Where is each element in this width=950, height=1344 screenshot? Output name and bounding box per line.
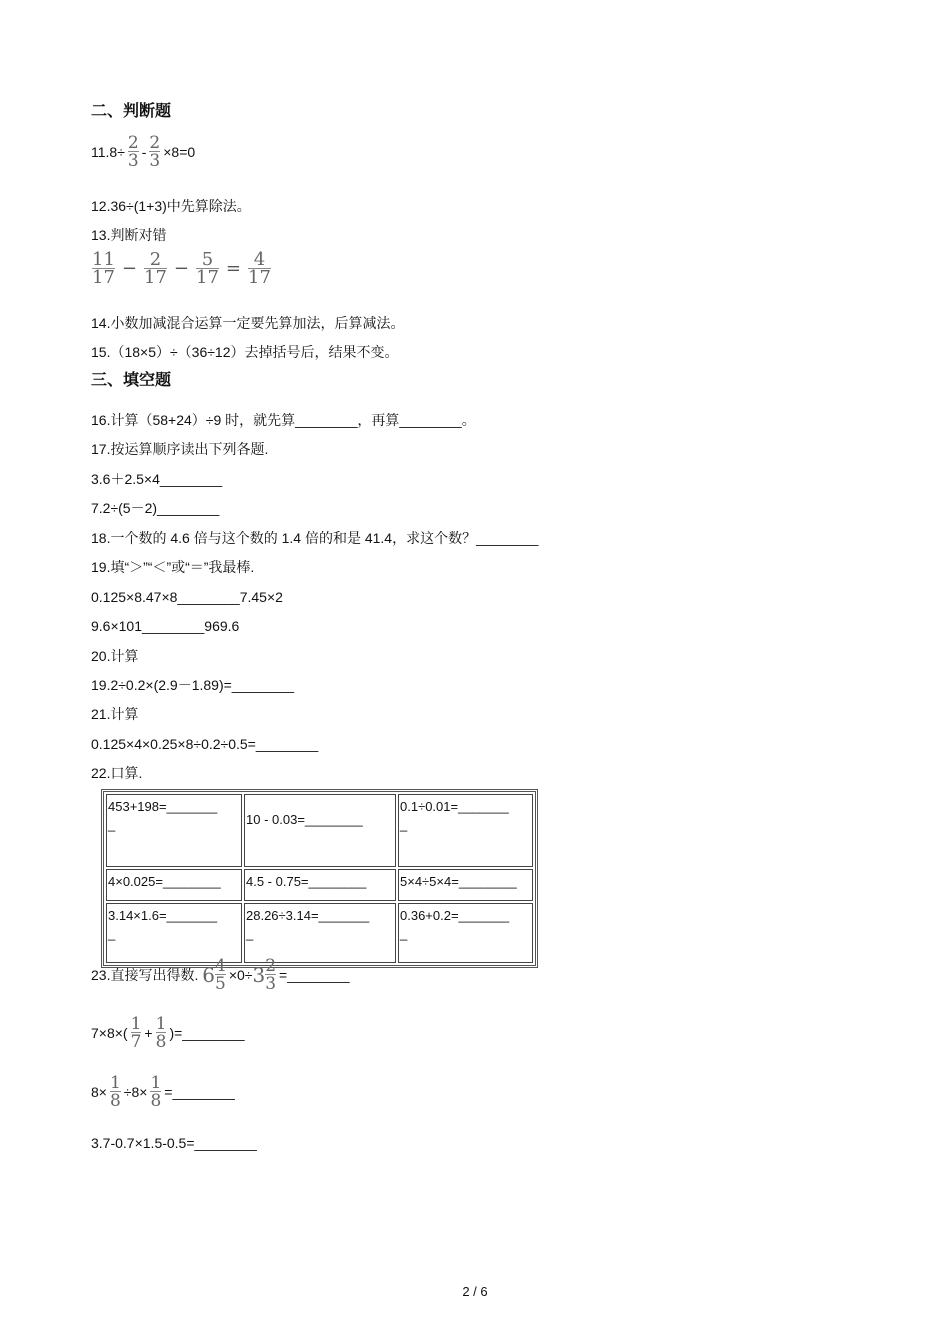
q23-text: 23.直接写出得数. <box>91 967 199 983</box>
question-20: 20.计算 <box>91 648 139 664</box>
denominator: 17 <box>144 267 167 288</box>
denominator: 17 <box>248 267 271 288</box>
cell-text: 3.14×1.6=_______ <box>108 908 218 923</box>
numerator: 4 <box>253 249 266 270</box>
fraction <box>149 135 160 169</box>
question-19-b: 9.6×101________969.6 <box>91 618 240 634</box>
question-13-equation <box>89 249 274 292</box>
whole-number: 6 <box>202 963 215 987</box>
fraction <box>196 249 219 288</box>
question-19-a: 0.125×8.47×8________7.45×2 <box>91 589 283 605</box>
denominator: 3 <box>265 974 277 994</box>
e2-end: )=________ <box>169 1025 245 1041</box>
plus-sign: + <box>144 1025 153 1041</box>
q23-end: =________ <box>279 967 350 983</box>
cell-text: 10 - 0.03=________ <box>246 812 363 827</box>
table-cell <box>398 869 533 901</box>
cell-text: 4×0.025=________ <box>108 874 221 889</box>
question-15: 15.（18×5）÷（36÷12）去掉括号后，结果不变。 <box>91 344 399 360</box>
question-22: 22.口算. <box>91 765 143 781</box>
table-cell <box>106 794 242 867</box>
denominator: 17 <box>92 267 115 288</box>
fraction <box>248 249 271 288</box>
table-cell <box>244 794 396 867</box>
fraction <box>150 1075 161 1109</box>
cell-overflow: _ <box>108 817 116 832</box>
question-23 <box>91 958 350 998</box>
numerator: 2 <box>149 133 161 153</box>
question-16: 16.计算（58+24）÷9 时，就先算________，再算________。 <box>91 412 476 428</box>
numerator: 1 <box>109 1073 121 1093</box>
denominator: 3 <box>127 151 139 171</box>
question-17-b: 7.2÷(5－2)________ <box>91 500 220 516</box>
question-14: 14.小数加减混合运算一定要先算加法，后算减法。 <box>91 315 405 331</box>
section-3-title: 三、填空题 <box>91 372 172 389</box>
table-cell <box>244 869 396 901</box>
e3-end: =________ <box>164 1084 235 1100</box>
question-23-e2 <box>91 1016 245 1056</box>
numerator: 5 <box>201 249 214 270</box>
cell-text: 0.36+0.2=_______ <box>400 908 510 923</box>
question-12: 12.36÷(1+3)中先算除法。 <box>91 198 251 214</box>
table-cell <box>398 903 533 963</box>
cell-overflow: _ <box>246 926 254 941</box>
fraction <box>144 249 167 288</box>
cell-text: 5×4÷5×4=________ <box>400 874 517 889</box>
question-17-a: 3.6＋2.5×4________ <box>91 471 223 487</box>
numerator: 11 <box>92 249 115 270</box>
fraction <box>215 958 226 992</box>
table-cell <box>106 903 242 963</box>
fraction <box>92 249 115 288</box>
denominator: 8 <box>109 1091 121 1111</box>
question-17: 17.按运算顺序读出下列各题. <box>91 441 269 457</box>
numerator: 2 <box>265 956 277 976</box>
cell-overflow: _ <box>108 926 116 941</box>
fraction <box>128 135 139 169</box>
table-row <box>106 794 533 867</box>
cell-text: 28.26÷3.14=_______ <box>246 908 370 923</box>
table-cell <box>398 794 533 867</box>
question-23-e3 <box>91 1075 235 1115</box>
denominator: 7 <box>130 1032 142 1052</box>
fraction <box>131 1016 142 1050</box>
e3-text-a: 8× <box>91 1084 107 1100</box>
mental-math-table <box>101 789 538 968</box>
table-cell <box>106 869 242 901</box>
numerator: 1 <box>130 1014 142 1034</box>
numerator: 4 <box>214 956 226 976</box>
cell-overflow: _ <box>400 817 408 832</box>
numerator: 1 <box>155 1014 167 1034</box>
q23-op: ×0÷ <box>228 967 253 983</box>
cell-overflow: _ <box>400 926 408 941</box>
question-18: 18.一个数的 4.6 倍与这个数的 1.4 倍的和是 41.4，求这个数？________ <box>91 530 539 546</box>
denominator: 8 <box>150 1091 162 1111</box>
table-cell <box>244 903 396 963</box>
minus-sign: − <box>173 258 189 279</box>
q11-text-a: 11.8÷ <box>91 144 125 160</box>
section-2-title: 二、判断题 <box>91 103 172 120</box>
q11-minus: - <box>141 144 147 160</box>
question-20-a: 19.2÷0.2×(2.9－1.89)=________ <box>91 677 295 693</box>
denominator: 8 <box>155 1032 167 1052</box>
cell-text: 453+198=_______ <box>108 799 218 814</box>
question-19: 19.填“＞”“＜”或“＝”我最棒. <box>91 559 255 575</box>
numerator: 1 <box>150 1073 162 1093</box>
denominator: 17 <box>196 267 219 288</box>
e2-text-a: 7×8×( <box>91 1025 128 1041</box>
cell-text: 4.5 - 0.75=________ <box>246 874 367 889</box>
fraction <box>156 1016 167 1050</box>
table-row <box>106 903 533 963</box>
question-13: 13.判断对错 <box>91 227 167 243</box>
denominator: 5 <box>214 974 226 994</box>
minus-sign: − <box>121 258 137 279</box>
cell-text: 0.1÷0.01=_______ <box>400 799 509 814</box>
page-number: 2 / 6 <box>462 1284 488 1299</box>
q11-text-b: ×8=0 <box>163 144 196 160</box>
numerator: 2 <box>149 249 162 270</box>
denominator: 3 <box>149 151 161 171</box>
whole-number: 3 <box>252 963 266 987</box>
numerator: 2 <box>127 133 139 153</box>
question-21-a: 0.125×4×0.25×8÷0.2÷0.5=________ <box>91 736 319 752</box>
question-21: 21.计算 <box>91 706 139 722</box>
e3-text-mid: ÷8× <box>123 1084 148 1100</box>
question-23-e4: 3.7-0.7×1.5-0.5=________ <box>91 1135 257 1151</box>
fraction <box>110 1075 121 1109</box>
fraction <box>265 958 276 992</box>
equals-sign: = <box>225 258 241 279</box>
question-11 <box>91 135 195 175</box>
table-row <box>106 869 533 901</box>
